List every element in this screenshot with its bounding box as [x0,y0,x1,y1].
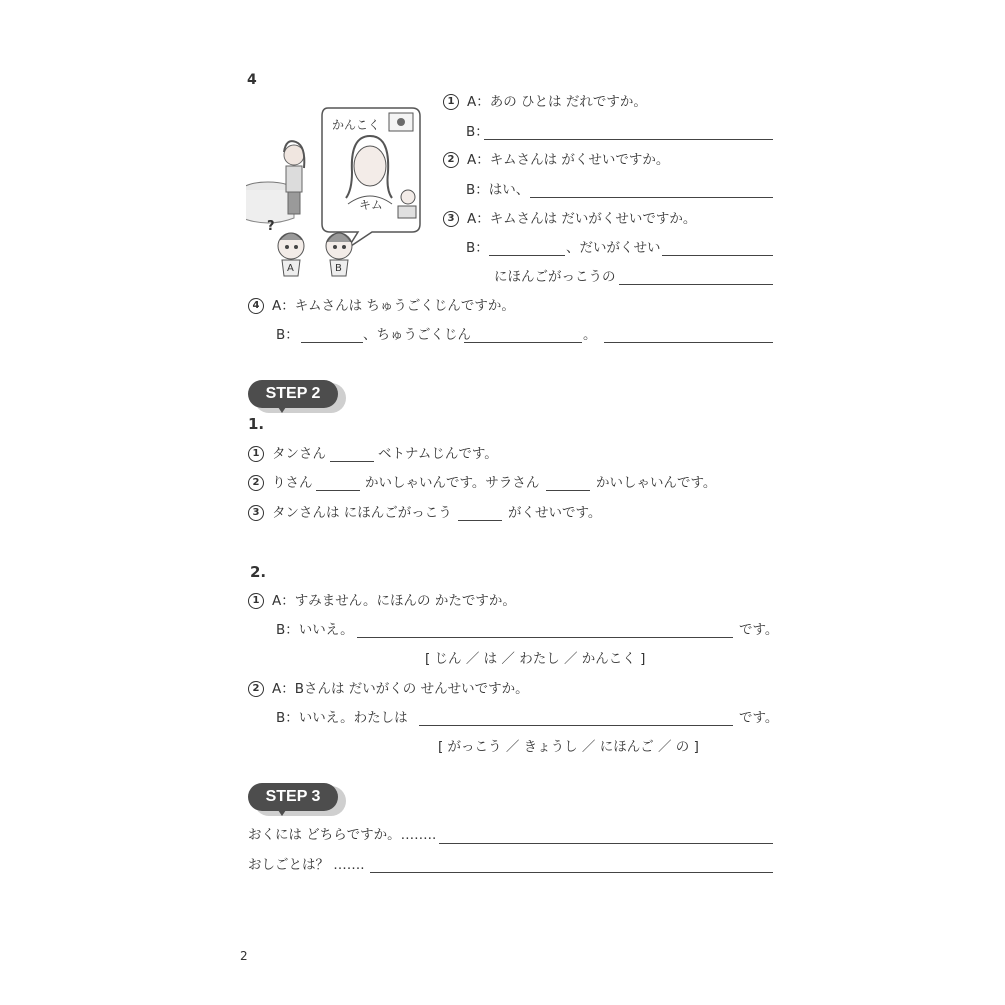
answer-blank[interactable] [316,490,360,491]
s1-item3-answer-line2: にほんごがっこうの [494,269,616,285]
step2-part2-heading: 2. [250,563,267,581]
s2p2-item2-answer-label: B：いいえ。わたしは [276,710,408,726]
item-number: 2 [443,152,459,168]
s1-item3-question: 3 A：キムさんは だいがくせいですか。 [443,210,696,228]
s2p1-item1-rest: ベトナムじんです。 [378,446,498,462]
question-mark: ? [267,219,275,234]
item-number: 1 [248,446,264,462]
person-a-label: A [287,263,294,274]
answer-blank[interactable] [662,255,773,256]
s2p1-item2-mid: かいしゃいんです。サラさん [365,475,540,491]
s2p1-item3-rest: がくせいです。 [508,505,602,521]
s1-item1-question: 1 A：あの ひとは だれですか。 [443,93,647,111]
s2p1-item2-rest: かいしゃいんです。 [596,475,717,491]
answer-blank[interactable] [330,461,374,462]
answer-blank[interactable] [464,342,582,343]
step3-question-1: おくには どちらですか。…….. [248,827,437,843]
s1-item4-answer-end: 。 [583,327,597,343]
s2p1-item1: 1 タンさん [248,445,326,463]
answer-blank[interactable] [484,139,773,140]
answer-blank[interactable] [530,197,773,198]
s2p2-item2-question: 2 A：Bさんは だいがくの せんせいですか。 [248,680,529,698]
s2p2-item1-question: 1 A：すみません。にほんの かたですか。 [248,592,516,610]
section-number: 4 [247,72,257,88]
s2p2-item1-answer-end: です。 [739,622,779,638]
s1-item4-question: 4 A：キムさんは ちゅうごくじんですか。 [248,297,515,315]
item-number: 4 [248,298,264,314]
s1-item4-answer-label: B： [276,327,299,343]
answer-blank[interactable] [301,342,363,343]
s1-item3-answer-label: B： [466,240,489,256]
bubble-country-label: かんこく [332,118,381,132]
s1-item2-answer-label: B：はい、 [466,182,530,198]
s2p2-item1-choices: [ じん ／ は ／ わたし ／ かんこく ] [425,651,646,667]
person-b-label: B [335,263,342,274]
item-number: 3 [248,505,264,521]
answer-blank[interactable] [489,255,565,256]
item-number: 2 [248,681,264,697]
s2p1-item2: 2 りさん [248,474,313,492]
answer-blank[interactable] [619,284,773,285]
answer-blank[interactable] [546,490,590,491]
answer-blank[interactable] [370,872,773,873]
item-number: 3 [443,211,459,227]
s1-item4-answer-mid: 、ちゅうごくじん [363,327,471,343]
s1-item2-question: 2 A：キムさんは がくせいですか。 [443,151,669,169]
step2-badge: STEP 2 [248,380,344,412]
answer-blank[interactable] [439,843,773,844]
s2p2-item2-answer-end: です。 [739,710,779,726]
step2-part1-heading: 1. [248,415,265,433]
s2p2-item1-answer-label: B：いいえ。 [276,622,354,638]
answer-blank[interactable] [357,637,733,638]
answer-blank[interactable] [458,520,502,521]
step3-question-2: おしごとは？ ……. [248,857,365,873]
bubble-name-label: キム [359,198,383,212]
answer-blank[interactable] [419,725,733,726]
s2p2-item2-choices: [ がっこう ／ きょうし ／ にほんご ／ の ] [438,739,699,755]
illustration [246,80,446,280]
s2p1-item3: 3 タンさんは にほんごがっこう [248,504,452,522]
step3-badge: STEP 3 [248,783,344,815]
item-number: 1 [443,94,459,110]
item-number: 2 [248,475,264,491]
s1-item1-answer-label: B： [466,124,489,140]
s1-item3-answer-mid: 、だいがくせい [566,240,661,256]
answer-blank[interactable] [604,342,773,343]
page-number: 2 [240,949,248,963]
item-number: 1 [248,593,264,609]
